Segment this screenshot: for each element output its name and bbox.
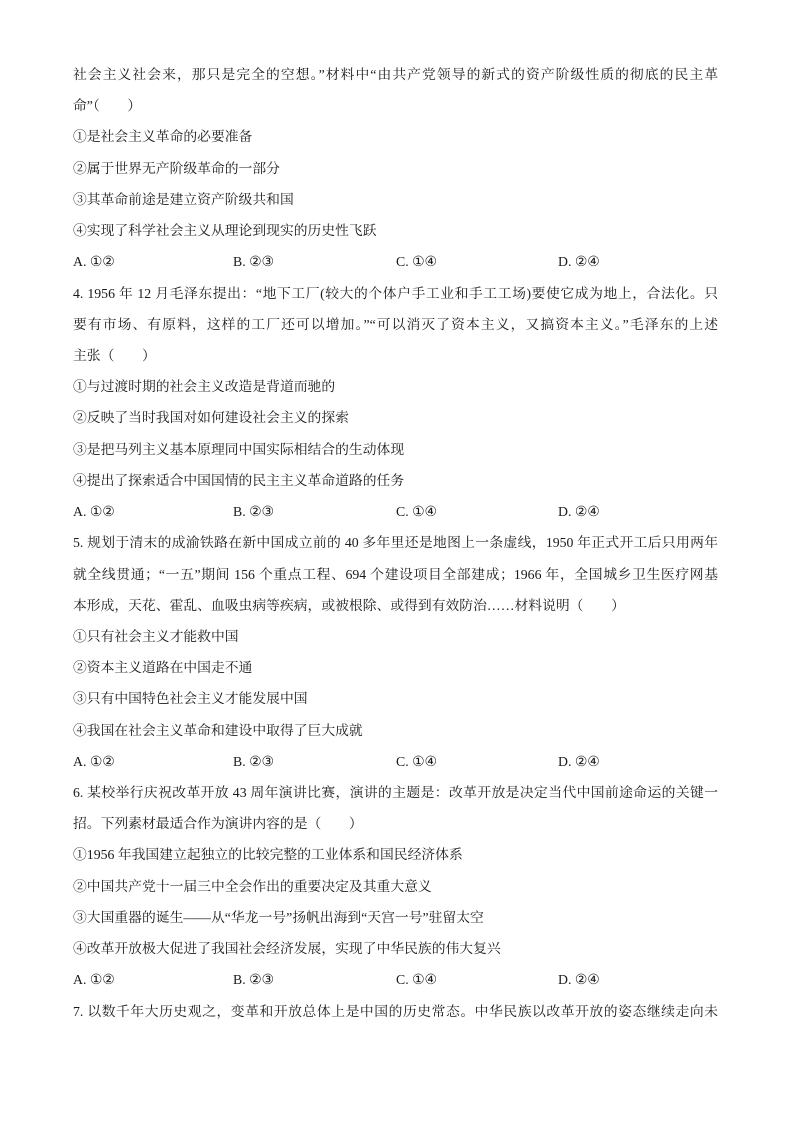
option-d: D. ②④ bbox=[558, 254, 600, 270]
question-stem-line: 4. 1956 年 12 月毛泽东提出：“地下工厂(较大的个体户手工业和手工工场)要使它成为地上，合法化。只 bbox=[73, 285, 718, 301]
question-stem-line: 6. 某校举行庆祝改革开放 43 周年演讲比赛，演讲的主题是：改革开放是决定当代中国前途命运的关键一 bbox=[73, 785, 718, 801]
statement-3: ③是把马列主义基本原理同中国实际相结合的生动体现 bbox=[73, 441, 405, 457]
question-3-continued bbox=[0, 59, 794, 278]
option-a: A. ①② bbox=[73, 753, 115, 769]
answer-options bbox=[73, 246, 718, 277]
statement-1: ①是社会主义革命的必要准备 bbox=[73, 129, 253, 145]
question-stem-line: 本形成，天花、霍乱、血吸虫病等疾病，或被根除、或得到有效防治……材料说明（ ） bbox=[73, 597, 625, 613]
question-stem-line: 就全线贯通；“一五”期间 156 个重点工程、694 个建设项目全部建成；1966 年，全国城乡卫生医疗网基 bbox=[73, 566, 718, 582]
option-b: B. ②③ bbox=[233, 972, 274, 988]
option-a: A. ①② bbox=[73, 254, 115, 270]
option-b: B. ②③ bbox=[233, 504, 274, 520]
statement-3: ③其革命前途是建立资产阶级共和国 bbox=[73, 191, 294, 207]
answer-options bbox=[73, 964, 718, 995]
answer-options bbox=[73, 746, 718, 777]
question-7 bbox=[0, 996, 794, 1027]
answer-options bbox=[73, 496, 718, 527]
option-c: C. ①④ bbox=[396, 254, 437, 270]
option-c: C. ①④ bbox=[396, 972, 437, 988]
statement-1: ①与过渡时期的社会主义改造是背道而驰的 bbox=[73, 379, 336, 395]
statement-4: ④实现了科学社会主义从理论到现实的历史性飞跃 bbox=[73, 223, 377, 239]
statement-1: ①1956 年我国建立起独立的比较完整的工业体系和国民经济体系 bbox=[73, 847, 463, 863]
statement-3: ③只有中国特色社会主义才能发展中国 bbox=[73, 691, 308, 707]
option-d: D. ②④ bbox=[558, 972, 600, 988]
question-stem-line: 社会主义社会来，那只是完全的空想。”材料中“由共产党领导的新式的资产阶级性质的彻底的民主革 bbox=[73, 67, 718, 82]
question-stem-line: 招。下列素材最适合作为演讲内容的是（ ） bbox=[73, 816, 363, 832]
statement-2: ②属于世界无产阶级革命的一部分 bbox=[73, 160, 280, 176]
question-stem-line: 命”（ ） bbox=[73, 98, 142, 114]
statement-4: ④改革开放极大促进了我国社会经济发展，实现了中华民族的伟大复兴 bbox=[73, 941, 501, 957]
option-d: D. ②④ bbox=[558, 504, 600, 520]
question-stem-line: 5. 规划于清末的成渝铁路在新中国成立前的 40 多年里还是地图上一条虚线，1950 年正式开工后只用两年 bbox=[73, 535, 718, 551]
question-stem-line: 主张（ ） bbox=[73, 347, 156, 363]
statement-4: ④提出了探索适合中国国情的民主主义革命道路的任务 bbox=[73, 472, 405, 488]
option-b: B. ②③ bbox=[233, 254, 274, 270]
statement-4: ④我国在社会主义革命和建设中取得了巨大成就 bbox=[73, 722, 363, 738]
question-4 bbox=[0, 278, 794, 528]
option-c: C. ①④ bbox=[396, 753, 437, 769]
statement-1: ①只有社会主义才能救中国 bbox=[73, 628, 239, 644]
question-6 bbox=[0, 777, 794, 996]
option-a: A. ①② bbox=[73, 504, 115, 520]
option-d: D. ②④ bbox=[558, 753, 600, 769]
question-stem-line: 要有市场、有原料，这样的工厂还可以增加。”“可以消灭了资本主义，又搞资本主义。”毛泽东的上述 bbox=[73, 316, 718, 332]
question-stem-line: 7. 以数千年大历史观之，变革和开放总体上是中国的历史常态。中华民族以改革开放的姿态继续走向未 bbox=[73, 1003, 718, 1019]
option-c: C. ①④ bbox=[396, 504, 437, 520]
statement-2: ②反映了当时我国对如何建设社会主义的探索 bbox=[73, 410, 349, 426]
option-a: A. ①② bbox=[73, 972, 115, 988]
statement-3: ③大国重器的诞生——从“华龙一号”扬帆出海到“天宫一号”驻留太空 bbox=[73, 909, 484, 925]
option-b: B. ②③ bbox=[233, 753, 274, 769]
statement-2: ②资本主义道路在中国走不通 bbox=[73, 660, 253, 676]
statement-2: ②中国共产党十一届三中全会作出的重要决定及其重大意义 bbox=[73, 878, 432, 894]
question-5 bbox=[0, 527, 794, 777]
